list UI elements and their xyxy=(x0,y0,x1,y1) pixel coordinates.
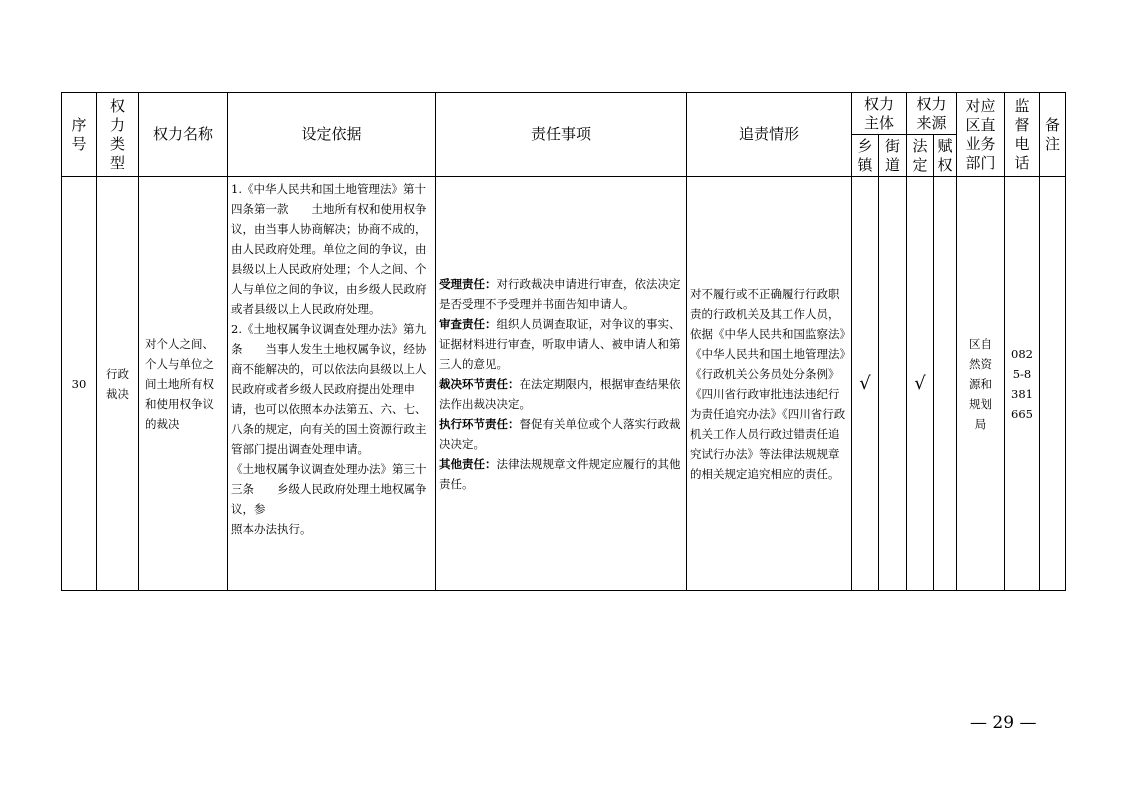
col-subject-street xyxy=(879,135,907,177)
resp-text: 法律法规规章文件规定应履行的其他责任。 xyxy=(439,456,681,491)
col-source-statutory-label: 法定 xyxy=(912,136,928,174)
col-subject-street-label: 街道 xyxy=(884,136,900,174)
resp-item xyxy=(439,274,683,314)
col-remark xyxy=(1040,93,1066,177)
col-accountability: 追责情形 xyxy=(687,93,852,177)
resp-label: 执行环节责任： xyxy=(439,416,520,431)
row-subject-town: √ xyxy=(852,177,879,591)
col-power-type-label: 权力类型 xyxy=(109,96,125,172)
col-seq xyxy=(62,93,97,177)
col-source-statutory xyxy=(907,135,934,177)
col-subject-town xyxy=(852,135,879,177)
col-responsibility: 责任事项 xyxy=(436,93,687,177)
row-subject-street xyxy=(879,177,907,591)
resp-label: 裁决环节责任： xyxy=(439,376,520,391)
row-dept-text: 区自然资源和规划局 xyxy=(969,336,992,431)
row-source-statutory: √ xyxy=(907,177,934,591)
row-power-type xyxy=(97,177,139,591)
row-phone xyxy=(1005,177,1040,591)
row-seq: 30 xyxy=(62,177,97,591)
row-responsibility xyxy=(436,177,687,591)
resp-item xyxy=(439,454,683,494)
resp-label: 受理责任： xyxy=(439,276,497,291)
col-power-name: 权力名称 xyxy=(139,93,228,177)
row-dept xyxy=(957,177,1005,591)
row-power-type-text: 行政裁决 xyxy=(106,366,129,401)
row-basis xyxy=(228,177,436,591)
col-seq-label: 序号 xyxy=(71,115,87,153)
col-source-granted-label: 赋权 xyxy=(937,136,953,174)
col-dept-label: 对应区直业务部门 xyxy=(965,96,996,172)
row-phone-text: 0825-8381665 xyxy=(1011,346,1033,421)
row-power-name: 对个人之间、个人与单位之间土地所有权和使用权争议的裁决 xyxy=(139,177,228,591)
resp-text: 对行政裁决申请进行审查，依法决定是否受理不予受理并书面告知申请人。 xyxy=(439,276,681,311)
page-number: — 29 — xyxy=(970,713,1037,733)
resp-text: 组织人员调查取证，对争议的事实、证据材料进行审查，听取申请人、被申请人和第三人的意见。 xyxy=(439,316,681,371)
header-row-1 xyxy=(62,93,1066,135)
col-remark-label: 备注 xyxy=(1044,115,1060,153)
basis-para: 1.《中华人民共和国土地管理法》第十四条第一款 土地所有权和使用权争议，由当事人协商解决；协商不成的，由人民政府处理。单位之间的争议，由县级以上人民政府处理；个人之间、个人与单位之间的争议，由乡级人民政府或者县级以上人民政府处理。 xyxy=(231,182,427,316)
resp-text: 在法定期限内，根据审查结果依法作出裁决决定。 xyxy=(439,376,681,411)
row-accountability: 对不履行或不正确履行行政职责的行政机关及其工作人员，依据《中华人民共和国监察法》《中华人民共和国土地管理法》《行政机关公务员处分条例》《四川省行政审批违法违纪行为责任追究办法》《四川省行政机关工作人员行政过错责任追究试行办法》等法律法规规章的相关规定追究相应的责任。 xyxy=(687,177,852,591)
col-subject-label: 权力主体 xyxy=(863,94,894,132)
basis-para: 照本办法执行。 xyxy=(231,522,312,536)
col-phone xyxy=(1005,93,1040,177)
basis-para: 《土地权属争议调查处理办法》第三十三条 乡级人民政府处理土地权属争议，参 xyxy=(231,462,427,516)
col-source xyxy=(907,93,957,135)
resp-label: 其他责任： xyxy=(439,456,497,471)
col-source-granted xyxy=(934,135,957,177)
row-source-granted xyxy=(934,177,957,591)
resp-item xyxy=(439,374,683,414)
col-phone-label: 监督电话 xyxy=(1014,96,1030,172)
col-basis: 设定依据 xyxy=(228,93,436,177)
col-dept xyxy=(957,93,1005,177)
col-power-type xyxy=(97,93,139,177)
col-source-label: 权力来源 xyxy=(916,94,947,132)
resp-text: 督促有关单位或个人落实行政裁决决定。 xyxy=(439,416,681,451)
table-row xyxy=(62,177,1066,591)
col-subject-town-label: 乡镇 xyxy=(857,136,873,174)
resp-item xyxy=(439,414,683,454)
power-list-table xyxy=(61,92,1066,591)
col-subject xyxy=(852,93,907,135)
row-remark xyxy=(1040,177,1066,591)
basis-para: 2.《土地权属争议调查处理办法》第九条 当事人发生土地权属争议，经协商不能解决的，可以依法向县级以上人民政府或者乡级人民政府提出处理申请，也可以依照本办法第五、六、七、八条的规定，向有关的国土资源行政主管部门提出调查处理申请。 xyxy=(231,322,427,456)
resp-item xyxy=(439,314,683,374)
resp-label: 审查责任： xyxy=(439,316,497,331)
